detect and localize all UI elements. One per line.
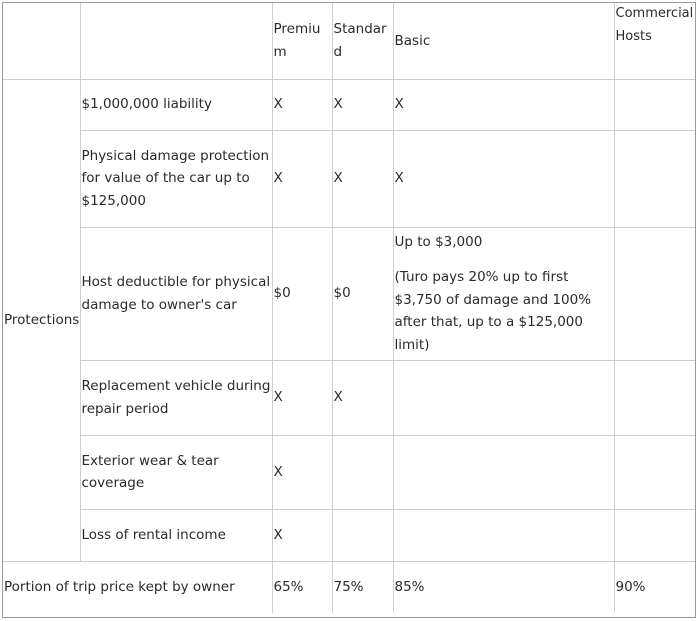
standard-value	[332, 509, 393, 561]
commercial-value	[614, 130, 695, 227]
premium-value: X	[272, 509, 332, 561]
basic-deductible: Up to $3,000	[394, 233, 483, 250]
basic-deductible-note: (Turo pays 20% up to first $3,750 of damage and 100% after that, up to a $125,000 limit)	[394, 269, 592, 353]
premium-value: X	[272, 435, 332, 509]
footer-label: Portion of trip price kept by owner	[3, 561, 272, 613]
table-row	[3, 360, 695, 435]
commercial-value	[614, 435, 695, 509]
table-row	[3, 227, 695, 360]
footer-commercial: 90%	[614, 561, 695, 613]
basic-value	[393, 509, 614, 561]
basic-value	[393, 435, 614, 509]
header-standard: Standard	[332, 3, 393, 79]
header-blank-feature	[80, 3, 272, 79]
feature-label: Replacement vehicle during repair period	[80, 360, 272, 435]
group-label-protections: Protections	[3, 79, 80, 561]
header-basic: Basic	[393, 3, 614, 79]
feature-label: $1,000,000 liability	[80, 79, 272, 130]
header-row	[3, 3, 695, 79]
premium-value: X	[272, 130, 332, 227]
premium-value: X	[272, 79, 332, 130]
table-row	[3, 79, 695, 130]
commercial-value	[614, 360, 695, 435]
premium-value: X	[272, 360, 332, 435]
standard-value: X	[332, 79, 393, 130]
footer-standard: 75%	[332, 561, 393, 613]
basic-value: X	[393, 79, 614, 130]
protection-plans-table	[3, 3, 695, 613]
header-commercial: Commercial Hosts	[614, 3, 695, 79]
feature-label: Loss of rental income	[80, 509, 272, 561]
standard-value: $0	[332, 227, 393, 360]
standard-value	[332, 435, 393, 509]
basic-value	[393, 360, 614, 435]
commercial-value	[614, 79, 695, 130]
footer-premium: 65%	[272, 561, 332, 613]
footer-row	[3, 561, 695, 613]
standard-value: X	[332, 360, 393, 435]
header-blank-group	[3, 3, 80, 79]
basic-value: X	[393, 130, 614, 227]
table-row	[3, 435, 695, 509]
table-row	[3, 130, 695, 227]
header-premium: Premium	[272, 3, 332, 79]
premium-value: $0	[272, 227, 332, 360]
commercial-value	[614, 509, 695, 561]
standard-value: X	[332, 130, 393, 227]
basic-value-cell	[393, 227, 614, 360]
table-row	[3, 509, 695, 561]
commercial-value	[614, 227, 695, 360]
feature-label: Physical damage protection for value of the car up to $125,000	[80, 130, 272, 227]
feature-label: Exterior wear & tear coverage	[80, 435, 272, 509]
feature-label: Host deductible for physical damage to owner's car	[80, 227, 272, 360]
footer-basic: 85%	[393, 561, 614, 613]
